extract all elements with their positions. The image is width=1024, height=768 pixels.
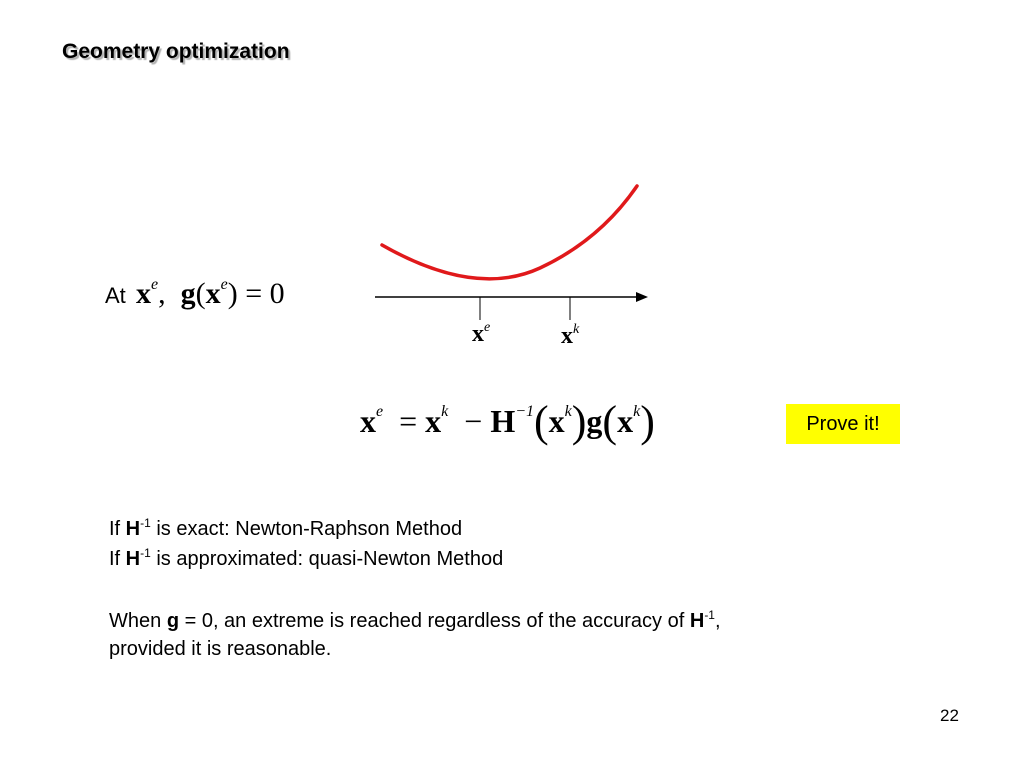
prove-it-label: Prove it! (806, 412, 880, 435)
eq-g: g (586, 403, 603, 439)
energy-curve (382, 186, 637, 279)
eq-lhs: x (360, 403, 376, 439)
eq-xk3-sup: k (633, 403, 641, 420)
eq-xk-sup: k (441, 403, 449, 420)
cond-g: g (180, 277, 196, 310)
axis-arrowhead (636, 292, 648, 302)
eq-h-sup: −1 (515, 403, 534, 420)
cond-comma: , (158, 277, 166, 310)
note3-sup: -1 (704, 608, 715, 622)
tick-xk-base: x (561, 323, 573, 349)
cond-x: x (136, 277, 151, 310)
eq-minus: − (464, 403, 483, 439)
cond-equals: = 0 (245, 277, 285, 310)
tick-xe-base: x (472, 321, 484, 347)
eq-xk2-sup: k (564, 403, 572, 420)
note3-prefix: When (109, 610, 167, 632)
cond-x2: x (205, 277, 221, 310)
note-line-quasi-newton (109, 546, 503, 571)
note2-suffix: is approximated: quasi-Newton Method (150, 548, 504, 570)
eq-equals: = (399, 403, 418, 439)
eq-h: H (490, 403, 516, 439)
note3-suffix: , (714, 610, 721, 632)
slide-title: Geometry optimization (62, 40, 290, 63)
cond-close: ) (227, 277, 238, 310)
stationary-condition (136, 276, 285, 311)
page-number: 22 (940, 706, 959, 725)
note-line-reasonable: provided it is reasonable. (109, 638, 332, 660)
eq-open2: ( (602, 397, 618, 446)
eq-close1: ) (571, 397, 587, 446)
note1-suffix: is exact: Newton-Raphson Method (150, 518, 463, 540)
note3-h: H (689, 610, 705, 632)
note1-h: H (125, 518, 141, 540)
note2-sup: -1 (140, 546, 151, 560)
tick-label-xe (472, 320, 490, 348)
eq-lhs-sup: e (376, 403, 384, 420)
note-line-newton-raphson (109, 516, 462, 541)
newton-update-equation (360, 396, 655, 447)
cond-open: ( (195, 277, 206, 310)
note2-prefix: If (109, 548, 126, 570)
tick-xe-sup: e (484, 320, 491, 335)
note3-g: g (166, 610, 180, 632)
note-line-extreme (109, 608, 721, 633)
note1-sup: -1 (140, 516, 151, 530)
note3-mid: = 0, an extreme is reached regardless of the accuracy of (179, 610, 690, 632)
prove-it-callout (786, 404, 900, 444)
eq-xk3: x (617, 403, 634, 439)
condition-prefix: At (105, 283, 126, 308)
eq-xk2: x (548, 403, 565, 439)
tick-xk-sup: k (573, 322, 580, 337)
tick-label-xk (561, 322, 579, 350)
cond-x-sup: e (151, 276, 159, 293)
eq-xk: x (425, 403, 442, 439)
note1-prefix: If (109, 518, 126, 540)
cond-x2-sup: e (220, 276, 228, 293)
eq-open1: ( (534, 397, 549, 446)
eq-close2: ) (640, 397, 655, 446)
note2-h: H (125, 548, 141, 570)
